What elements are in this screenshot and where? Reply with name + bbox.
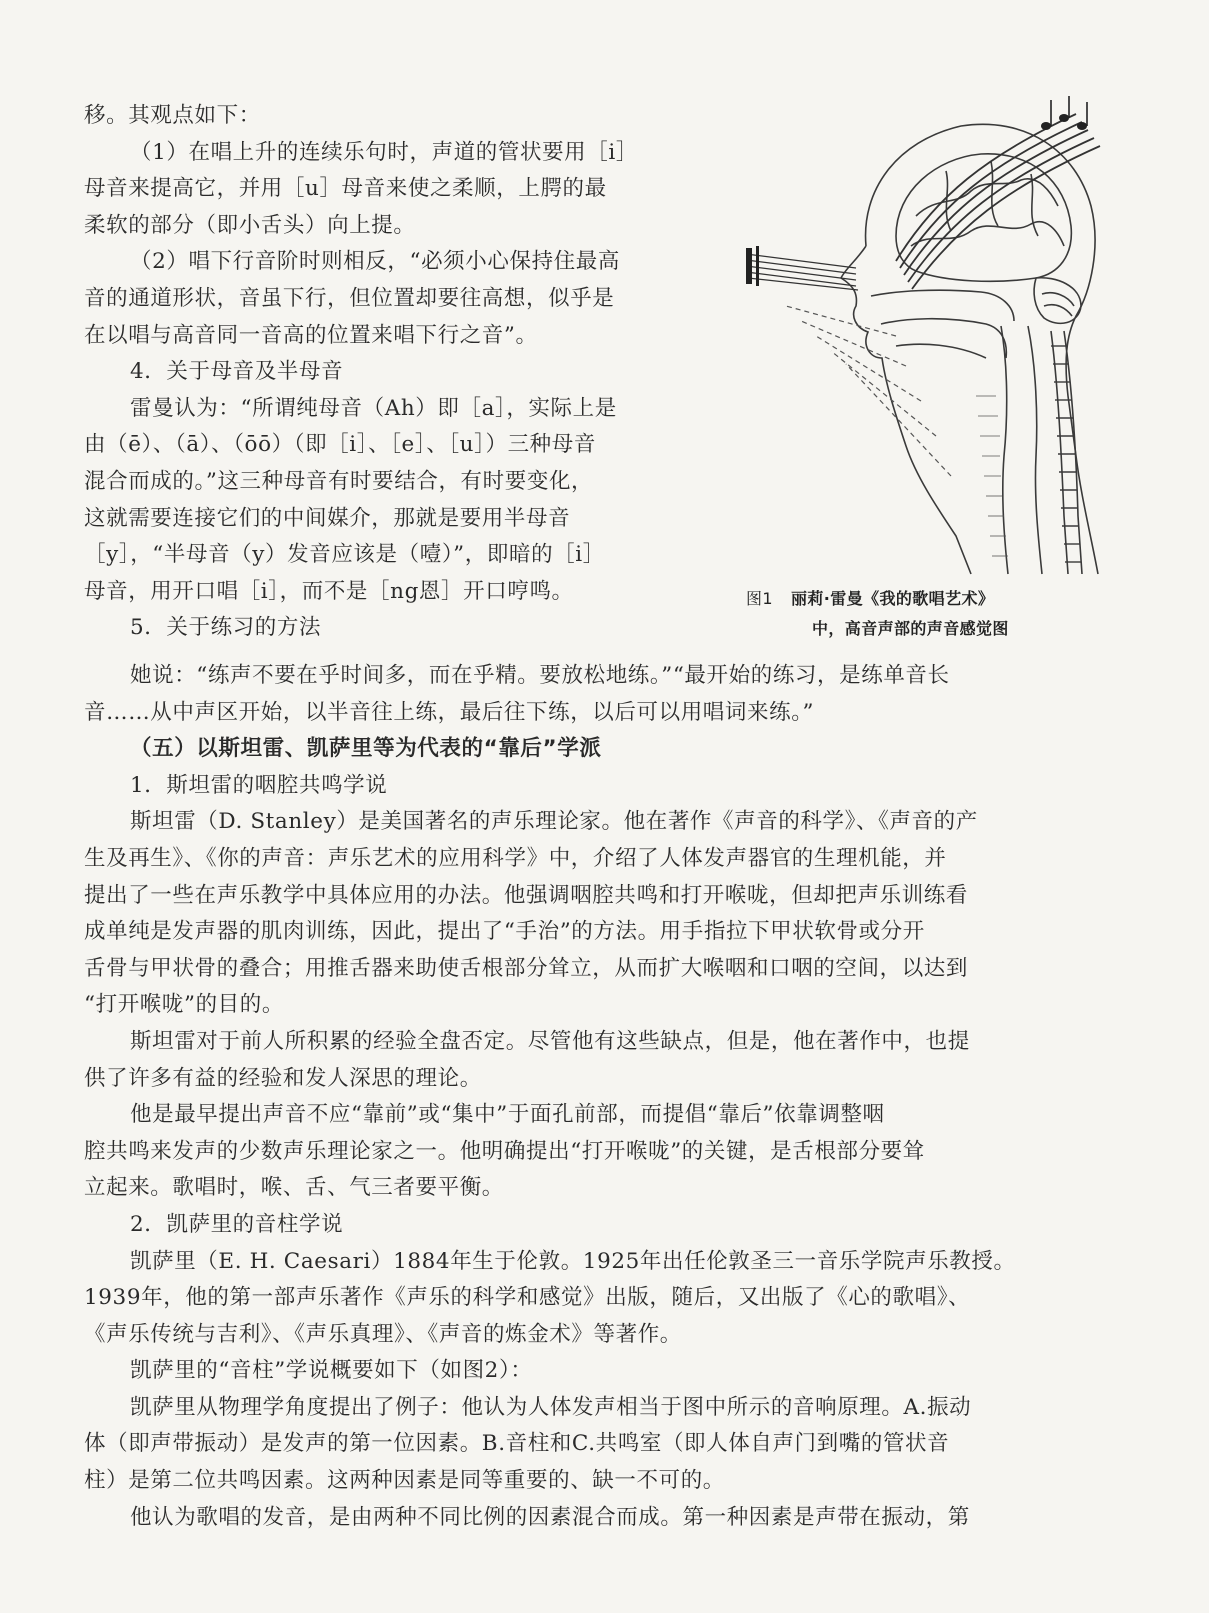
text-line: 1939年，他的第一部声乐著作《声乐的科学和感觉》出版，随后，又出版了《心的歌唱》、	[84, 1285, 971, 1311]
text-line: “打开喉咙”的目的。	[84, 992, 284, 1018]
caption-line-2: 中，高音声部的声音感觉图	[812, 619, 1009, 638]
text-line: 斯坦雷（D. Stanley）是美国著名的声乐理论家。他在著作《声音的科学》、《声音的产	[130, 809, 978, 835]
text-line: 混合而成的。”这三种母音有时要结合，有时要变化，	[84, 468, 594, 494]
text-line: ［y］，“半母音（y）发音应该是（噎）”，即暗的［i］	[84, 542, 605, 568]
text-line: 雷曼认为：“所谓纯母音（Ah）即［a］，实际上是	[130, 395, 617, 421]
text-line: 2．凯萨里的音柱学说	[130, 1211, 344, 1237]
figure-caption	[746, 584, 1166, 644]
text-line: 她说：“练声不要在乎时间多，而在乎精。要放松地练。”“最开始的练习，是练单音长	[130, 663, 950, 688]
caption-title: 丽莉·雷曼《我的歌唱艺术》	[790, 589, 995, 608]
text-line: 腔共鸣来发声的少数声乐理论家之一。他明确提出“打开喉咙”的关键，是舌根部分要耸	[84, 1138, 925, 1164]
text-line: 母音来提高它，并用［u］母音来使之柔顺，上腭的最	[84, 176, 607, 202]
text-line: 斯坦雷对于前人所积累的经验全盘否定。尽管他有这些缺点，但是，他在著作中，也提	[130, 1028, 970, 1054]
text-line: 凯萨里（E. H. Caesari）1884年生于伦敦。1925年出任伦敦圣三一音乐学院声乐教授。	[130, 1248, 1016, 1274]
text-line: （2）唱下行音阶时则相反，“必须小心保持住最高	[130, 249, 620, 275]
text-line: 他是最早提出声音不应“靠前”或“集中”于面孔前部，而提倡“靠后”依靠调整咽	[130, 1102, 885, 1128]
text-line: 柱）是第二位共鸣因素。这两种因素是同等重要的、缺一不可的。	[84, 1468, 725, 1494]
text-line: 音的通道形状，音虽下行，但位置却要往高想，似乎是	[84, 285, 615, 311]
text-line: 立起来。歌唱时，喉、舌、气三者要平衡。	[84, 1175, 504, 1201]
text-line: 这就需要连接它们的中间媒介，那就是要用半母音	[84, 505, 571, 531]
text-line: 由（ē）、（ā）、（ōō）（即［i］、［e］、［u］）三种母音	[84, 432, 596, 458]
vocal-anatomy-head-illustration	[746, 96, 1166, 576]
caption-line-1	[746, 584, 1166, 614]
text-line: 音……从中声区开始，以半音往上练，最后往下练，以后可以用唱词来练。”	[84, 699, 815, 725]
text-line: 生及再生》、《你的声音：声乐艺术的应用科学》中，介绍了人体发声器官的生理机能，并	[84, 845, 947, 871]
full-width-text-column	[84, 658, 1134, 1536]
figure-number: 图1	[746, 589, 773, 608]
text-line: 4．关于母音及半母音	[130, 359, 344, 385]
text-line: 体（即声带振动）是发声的第一位因素。B.音柱和C.共鸣室（即人体自声门到嘴的管状音	[84, 1431, 950, 1457]
text-line: 提出了一些在声乐教学中具体应用的办法。他强调咽腔共鸣和打开喉咙，但却把声乐训练看	[84, 882, 969, 908]
text-line: 在以唱与高音同一音高的位置来唱下行之音”。	[84, 322, 538, 348]
text-line: 舌骨与甲状骨的叠合；用推舌器来助使舌根部分耸立，从而扩大喉咽和口咽的空间，以达到	[84, 955, 969, 981]
section-heading: （五）以斯坦雷、凯萨里等为代表的“靠后”学派	[130, 736, 602, 762]
text-line: 母音，用开口唱［i］，而不是［ng恩］开口哼鸣。	[84, 578, 574, 604]
figure-1	[746, 96, 1166, 656]
text-line: 柔软的部分（即小舌头）向上提。	[84, 212, 416, 238]
text-line: 5．关于练习的方法	[130, 615, 322, 641]
text-line: 凯萨里的“音柱”学说概要如下（如图2）：	[130, 1358, 533, 1384]
text-line: 凯萨里从物理学角度提出了例子：他认为人体发声相当于图中所示的音响原理。A.振动	[130, 1394, 972, 1420]
text-line: 1．斯坦雷的咽腔共鸣学说	[130, 772, 388, 798]
text-line: 他认为歌唱的发音，是由两种不同比例的因素混合而成。第一种因素是声带在振动，第	[130, 1504, 970, 1530]
text-line: 移。其观点如下：	[84, 103, 261, 128]
left-text-column	[84, 98, 724, 647]
text-line: 供了许多有益的经验和发人深思的理论。	[84, 1065, 482, 1091]
text-line: 《声乐传统与吉利》、《声乐真理》、《声音的炼金术》等著作。	[84, 1321, 682, 1347]
text-line: 成单纯是发声器的肌肉训练，因此，提出了“手治”的方法。用手指拉下甲状软骨或分开	[84, 919, 925, 945]
text-line: （1）在唱上升的连续乐句时，声道的管状要用［i］	[130, 139, 638, 165]
